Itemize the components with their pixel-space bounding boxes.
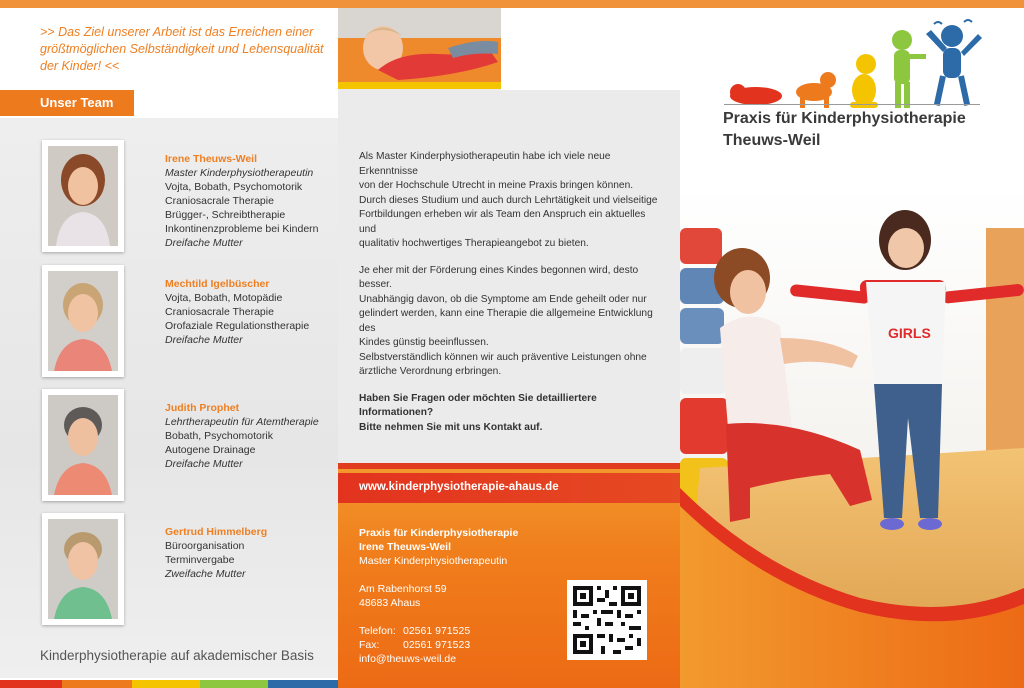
- member-line: Terminvergabe: [165, 554, 235, 566]
- color-bar-green: [200, 680, 268, 688]
- team-member-irene: [42, 140, 332, 258]
- website-link[interactable]: www.kinderphysiotherapie-ahaus.de: [359, 481, 559, 493]
- member-line: Master Kinderphysiotherapeutin: [165, 167, 314, 179]
- member-line: Autogene Drainage: [165, 444, 256, 456]
- qr-code-icon: [567, 580, 647, 660]
- member-line: Bobath, Psychomotorik: [165, 430, 273, 442]
- portrait-photo: [42, 140, 124, 252]
- member-line: Dreifache Mutter: [165, 334, 243, 346]
- middle-panel: [338, 8, 680, 688]
- svg-text:GIRLS: GIRLS: [888, 325, 931, 341]
- member-line: Brügger-, Schreibtherapie: [165, 209, 286, 221]
- intro-text: Als Master Kinderphysiotherapeutin habe ich viele neue Erkenntnisse von der Hochschule Utrecht in meine Praxis bringen können. Durch dieses Studium und auch durch Lehrtätigkeit und vielseitige Fortbildungen erheben wir als Team den Anspruch ein aktuelles und qualitativ hochwertiges Therapieangebot zu bieten. Je eher mit der Förderung eines Kindes begonnen wird, desto besser. Unabhängig davon, ob die Symptome am Ende geheilt oder nur gelindert werden, kann eine Therapie die allgemeine Entwicklung des Kindes günstig beeinflussen. Selbstverständlich können wir auch präventive Leistungen ohne ärztliche Verordnung erbringen. Haben Sie Fragen oder möchten Sie detailliertere Informationen? Bitte nehmen Sie mit uns Kontakt auf.: [359, 151, 658, 433]
- member-line: Orofaziale Regulationstherapie: [165, 320, 310, 332]
- top-orange-bar: [0, 0, 1024, 8]
- team-member-mechtild: [42, 265, 332, 383]
- portrait-photo: [42, 265, 124, 377]
- member-name: Judith Prophet: [165, 402, 240, 414]
- member-line: Büroorganisation: [165, 540, 245, 552]
- address-street: Am Rabenhorst 59: [359, 583, 447, 595]
- color-bar-yellow: [132, 680, 200, 688]
- member-line: Craniosacrale Therapie: [165, 195, 274, 207]
- yellow-accent-bar: [338, 82, 501, 89]
- phone-number[interactable]: 02561 971525: [403, 625, 471, 637]
- member-line: Lehrtherapeutin für Atemtherapie: [165, 416, 319, 428]
- brand-title: Praxis für Kinderphysiotherapie: [723, 110, 966, 127]
- portrait-photo: [42, 389, 124, 501]
- member-line: Vojta, Bobath, Motopädie: [165, 292, 283, 304]
- owner-role: Master Kinderphysiotherapeutin: [359, 555, 508, 567]
- tagline: Kinderphysiotherapie auf akademischer Basis: [40, 648, 314, 663]
- owner-name: Irene Theuws-Weil: [359, 541, 451, 553]
- child-development-logo-icon: [726, 18, 988, 114]
- member-line: Vojta, Bobath, Psychomotorik: [165, 181, 303, 193]
- quote-line-3: der Kinder! <<: [40, 59, 120, 73]
- color-bar-blue: [268, 680, 338, 688]
- team-heading: Unser Team: [0, 90, 134, 116]
- fax-row: Fax: 02561 971523: [359, 639, 471, 651]
- logo-divider: [724, 104, 980, 105]
- member-line: Craniosacrale Therapie: [165, 306, 274, 318]
- team-member-judith: [42, 389, 332, 507]
- email-link[interactable]: info@theuws-weil.de: [359, 653, 457, 665]
- member-name: Irene Theuws-Weil: [165, 153, 257, 165]
- member-name: Mechtild Igelbüscher: [165, 278, 270, 290]
- mission-quote: [40, 24, 330, 75]
- member-line: Dreifache Mutter: [165, 237, 243, 249]
- contact-info: [359, 526, 569, 666]
- team-member-gertrud: [42, 513, 332, 631]
- left-panel: [0, 8, 338, 688]
- practice-name: Praxis für Kinderphysiotherapie: [359, 527, 519, 539]
- middle-top-blank: [501, 8, 680, 90]
- therapy-scene-photo: [680, 188, 1024, 688]
- portrait-photo: [42, 513, 124, 625]
- member-name: Gertrud Himmelberg: [165, 526, 268, 538]
- color-bar-red: [0, 680, 62, 688]
- quote-line-1: >> Das Ziel unserer Arbeit ist das Erreichen einer: [40, 25, 314, 39]
- fax-number: 02561 971523: [403, 639, 471, 651]
- color-bar-orange: [62, 680, 132, 688]
- website-banner: [338, 473, 680, 503]
- member-line: Inkontinenzprobleme bei Kindern: [165, 223, 319, 235]
- brand-subtitle: Theuws-Weil: [723, 132, 821, 149]
- member-line: Dreifache Mutter: [165, 458, 243, 470]
- red-divider: [338, 463, 680, 469]
- phone-row: Telefon: 02561 971525: [359, 625, 471, 637]
- member-line: Zweifache Mutter: [165, 568, 246, 580]
- right-panel: [680, 8, 1024, 688]
- quote-line-2: größtmöglichen Selbständigkeit und Lebensqualität: [40, 42, 324, 56]
- baby-photo: [338, 8, 501, 82]
- address-city: 48683 Ahaus: [359, 597, 421, 609]
